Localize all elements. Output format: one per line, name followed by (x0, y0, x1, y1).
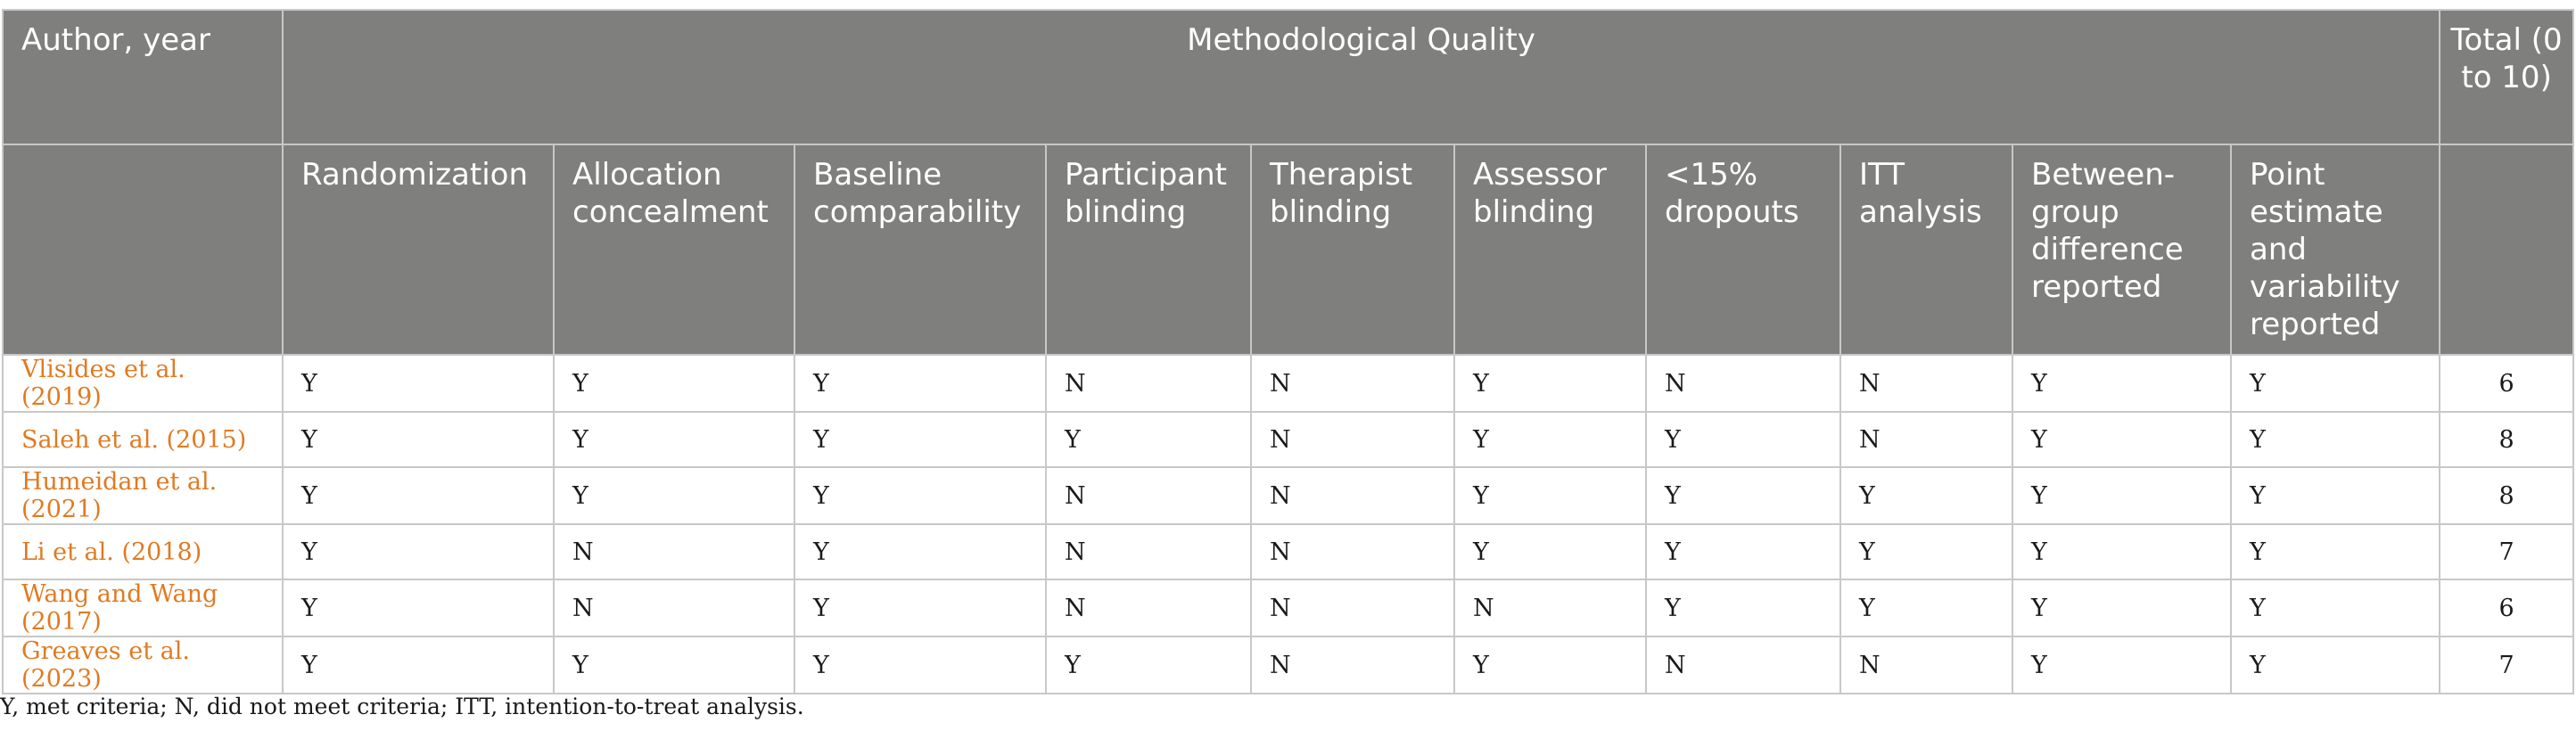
criterion-header: ITT analysis (1840, 144, 2012, 355)
score-cell: N (1646, 637, 1840, 694)
table-row (3, 412, 2573, 467)
score-cell: N (1046, 355, 1251, 412)
score-cell: Y (794, 524, 1046, 579)
table-footnote: Y, met criteria; N, did not meet criteria; ITT, intention-to-treat analysis. (0, 694, 804, 719)
author-link[interactable]: Saleh et al. (2015) (3, 412, 283, 467)
criterion-header: Baseline comparability (794, 144, 1046, 355)
author-link[interactable]: Wang and Wang (2017) (3, 579, 283, 637)
score-cell: Y (1046, 412, 1251, 467)
author-link[interactable]: Li et al. (2018) (3, 524, 283, 579)
criterion-header: Randomization (283, 144, 554, 355)
score-cell: Y (794, 637, 1046, 694)
score-cell: Y (1454, 467, 1646, 524)
header-row-criteria (3, 144, 2573, 355)
score-cell: Y (283, 355, 554, 412)
score-cell: Y (283, 524, 554, 579)
score-cell: Y (283, 579, 554, 637)
score-cell: Y (2012, 524, 2231, 579)
score-cell: N (1251, 524, 1454, 579)
score-cell: Y (1646, 467, 1840, 524)
total-cell: 8 (2440, 467, 2573, 524)
score-cell: N (1251, 579, 1454, 637)
score-cell: Y (2012, 637, 2231, 694)
criterion-header: Participant blinding (1046, 144, 1251, 355)
score-cell: Y (2012, 579, 2231, 637)
score-cell: Y (1454, 637, 1646, 694)
score-cell: N (1646, 355, 1840, 412)
score-cell: Y (794, 412, 1046, 467)
score-cell: Y (2231, 637, 2440, 694)
author-link[interactable]: Humeidan et al. (2021) (3, 467, 283, 524)
score-cell: Y (1454, 412, 1646, 467)
author-link[interactable]: Greaves et al. (2023) (3, 637, 283, 694)
author-link[interactable]: Vlisides et al. (2019) (3, 355, 283, 412)
table-row (3, 579, 2573, 637)
score-cell: Y (1840, 524, 2012, 579)
score-cell: Y (794, 467, 1046, 524)
table-row (3, 637, 2573, 694)
score-cell: Y (794, 579, 1046, 637)
total-header: Total (0 to 10) (2440, 10, 2573, 144)
score-cell: N (1454, 579, 1646, 637)
author-year-header: Author, year (3, 10, 283, 144)
score-cell: N (1046, 467, 1251, 524)
score-cell: Y (2012, 412, 2231, 467)
score-cell: N (1840, 355, 2012, 412)
score-cell: N (1840, 412, 2012, 467)
score-cell: Y (554, 467, 794, 524)
score-cell: Y (1646, 524, 1840, 579)
score-cell: Y (554, 355, 794, 412)
score-cell: N (1251, 637, 1454, 694)
score-cell: Y (1646, 412, 1840, 467)
score-cell: Y (2231, 467, 2440, 524)
table-row (3, 467, 2573, 524)
total-spacer-header (2440, 144, 2573, 355)
score-cell: Y (554, 637, 794, 694)
score-cell: Y (1454, 355, 1646, 412)
table-row (3, 355, 2573, 412)
score-cell: Y (1646, 579, 1840, 637)
score-cell: Y (2231, 579, 2440, 637)
total-cell: 8 (2440, 412, 2573, 467)
criterion-header: Therapist blinding (1251, 144, 1454, 355)
score-cell: N (554, 579, 794, 637)
score-cell: Y (283, 637, 554, 694)
score-cell: Y (1840, 467, 2012, 524)
score-cell: N (1251, 467, 1454, 524)
score-cell: Y (2231, 524, 2440, 579)
score-cell: Y (2231, 412, 2440, 467)
total-cell: 6 (2440, 355, 2573, 412)
criterion-header: Point estimate and variability reported (2231, 144, 2440, 355)
score-cell: Y (1046, 637, 1251, 694)
total-cell: 6 (2440, 579, 2573, 637)
total-cell: 7 (2440, 637, 2573, 694)
table-row (3, 524, 2573, 579)
score-cell: Y (283, 412, 554, 467)
score-cell: N (554, 524, 794, 579)
score-cell: Y (794, 355, 1046, 412)
score-cell: Y (2012, 355, 2231, 412)
score-cell: N (1840, 637, 2012, 694)
header-row-top (3, 10, 2573, 144)
methodological-quality-header: Methodological Quality (283, 10, 2440, 144)
score-cell: Y (1454, 524, 1646, 579)
score-cell: Y (1840, 579, 2012, 637)
score-cell: Y (554, 412, 794, 467)
score-cell: Y (283, 467, 554, 524)
criterion-header: <15% dropouts (1646, 144, 1840, 355)
criterion-header: Between-group difference reported (2012, 144, 2231, 355)
score-cell: N (1046, 579, 1251, 637)
total-cell: 7 (2440, 524, 2573, 579)
quality-table (2, 9, 2574, 694)
score-cell: Y (2012, 467, 2231, 524)
criterion-header: Allocation concealment (554, 144, 794, 355)
score-cell: N (1251, 412, 1454, 467)
author-spacer-header (3, 144, 283, 355)
score-cell: N (1251, 355, 1454, 412)
score-cell: N (1046, 524, 1251, 579)
score-cell: Y (2231, 355, 2440, 412)
criterion-header: Assessor blinding (1454, 144, 1646, 355)
